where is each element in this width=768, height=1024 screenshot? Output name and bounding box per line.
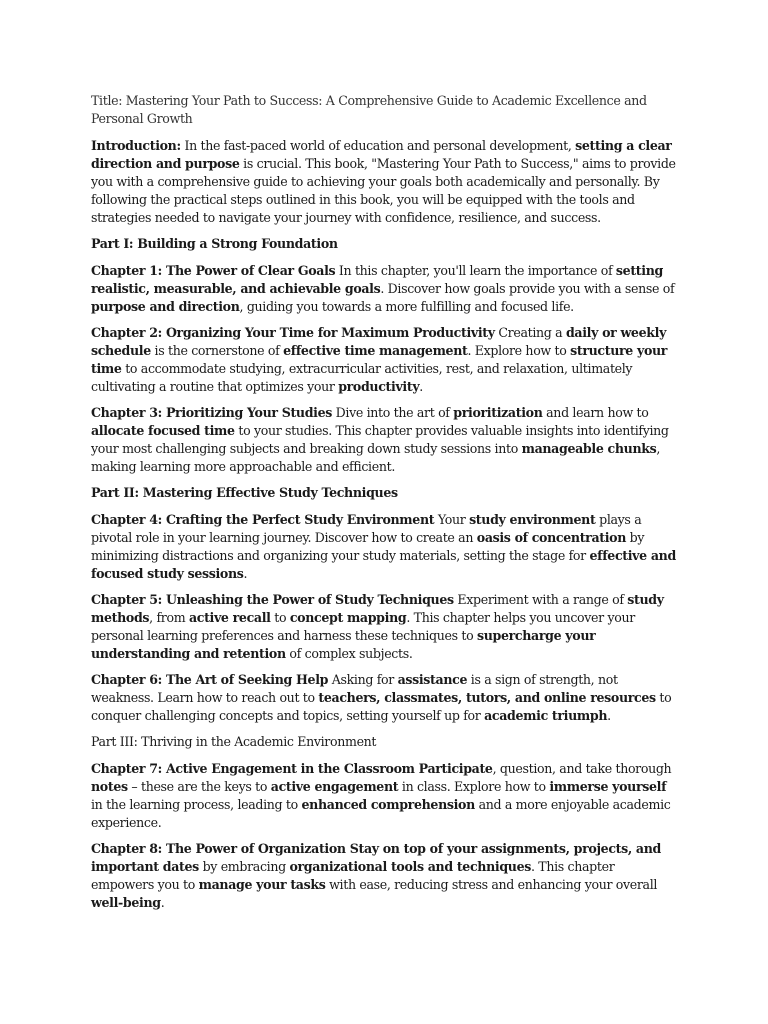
chapter-heading: Chapter 2: Organizing Your Time for Maximum Productivity [91,325,495,340]
emphasis: manage your tasks [198,877,326,892]
part-heading: Part I: Building a Strong Foundation [91,236,338,251]
text-run: , guiding you towards a more fulfilling and focused life. [239,299,574,314]
emphasis: prioritization [453,405,543,420]
text-run: by embracing [198,859,290,874]
chapter-heading: Chapter 7: Active Engagement in the Classroom Participate [91,761,493,776]
text-run: is crucial. This book, "Mastering Your Path to Success," aims to provide you with a comprehensive guide to achieving your goals both academically and personally. By following the practical steps outlined in this book, you will be equipped with the tools and strategies needed to navigate your journey with confidence, resilience, and success. [91,156,676,225]
chapter-heading: Chapter 6: The Art of Seeking Help [91,672,329,687]
emphasis: immerse yourself [549,779,667,794]
text-run: and learn how to [542,405,649,420]
chapter-2-paragraph [91,324,678,396]
emphasis: well-being [91,895,161,910]
chapter-heading: Chapter 8: The Power of Organization Stay on top of your assignments, projects, and important dates [91,841,661,874]
emphasis: allocate focused time [91,423,235,438]
text-run: in class. Explore how to [398,779,550,794]
emphasis: organizational tools and techniques [289,859,531,874]
text-run: – these are the keys to [127,779,271,794]
text-run: . [419,379,423,394]
text-run: . Discover how goals provide you with a sense of [380,281,675,296]
text-run: is the cornerstone of [150,343,284,358]
text-run: plays a pivotal role in your learning journey. Discover how to create an [91,512,642,545]
introduction-paragraph [91,137,678,227]
text-run: Asking for [328,672,398,687]
text-run: , making learning more approachable and efficient. [91,441,661,474]
emphasis: study environment [469,512,596,527]
text-run: Creating a [494,325,566,340]
emphasis: oasis of concentration [476,530,627,545]
text-run: to [270,610,290,625]
emphasis: study methods [91,592,664,625]
text-run: is a sign of strength, not weakness. Learn how to reach out to [91,672,618,705]
emphasis: setting a clear direction and purpose [91,138,672,171]
chapter-5-paragraph [91,591,678,663]
text-run: by minimizing distractions and organizing your study materials, setting the stage for [91,530,645,563]
text-run: Your [434,512,470,527]
emphasis: manageable chunks [521,441,657,456]
chapter-heading: Chapter 3: Prioritizing Your Studies [91,405,333,420]
text-run: . [243,566,248,581]
emphasis: active engagement [270,779,399,794]
text-run: . Explore how to [467,343,571,358]
emphasis: enhanced comprehension [301,797,475,812]
emphasis: assistance [397,672,468,687]
text-run: , from [149,610,189,625]
emphasis: purpose and direction [91,299,240,314]
text-run: Dive into the art of [332,405,454,420]
emphasis: active recall [188,610,271,625]
chapter-8-paragraph [91,840,678,912]
emphasis: notes [91,779,128,794]
emphasis: supercharge your understanding and retention [91,628,596,661]
emphasis: teachers, classmates, tutors, and online resources [318,690,656,705]
part-heading: Part III: Thriving in the Academic Environment [91,734,377,749]
text-run: and a more enjoyable academic experience. [91,797,671,830]
document-title: Title: Mastering Your Path to Success: A Comprehensive Guide to Academic Excellence and Personal Growth [91,93,647,126]
text-run: In this chapter, you'll learn the importance of [335,263,616,278]
emphasis: productivity [338,379,420,394]
text-run: . [160,895,165,910]
emphasis: structure your time [91,343,668,376]
chapter-heading: Chapter 4: Crafting the Perfect Study Environment [91,512,435,527]
text-run: to accommodate studying, extracurricular activities, rest, and relaxation, ultimately cultivating a routine that optimizes your [91,361,633,394]
text-run: to your studies. This chapter provides valuable insights into identifying your most challenging subjects and breaking down study sessions into [91,423,669,456]
text-run: . This chapter helps you uncover your personal learning preferences and harness these techniques to [91,610,635,643]
emphasis: setting realistic, measurable, and achievable goals [91,263,663,296]
chapter-heading: Chapter 1: The Power of Clear Goals [91,263,336,278]
introduction-label: Introduction: [91,138,181,153]
text-run: . This chapter empowers you to [91,859,615,892]
text-run: of complex subjects. [285,646,413,661]
text-run: In the fast-paced world of education and personal development, [180,138,576,153]
chapter-7-paragraph [91,760,678,832]
chapter-6-paragraph [91,671,678,725]
text-run: Experiment with a range of [453,592,628,607]
emphasis: academic triumph [484,708,608,723]
emphasis: effective and focused study sessions [91,548,676,581]
text-run: to conquer challenging concepts and topics, setting yourself up for [91,690,672,723]
part-heading: Part II: Mastering Effective Study Techniques [91,485,398,500]
chapter-heading: Chapter 5: Unleashing the Power of Study Techniques [91,592,454,607]
emphasis: concept mapping [289,610,407,625]
text-run: with ease, reducing stress and enhancing your overall [325,877,658,892]
text-run: in the learning process, leading to [91,797,302,812]
chapter-1-paragraph [91,262,678,316]
text-run: . [607,708,611,723]
emphasis: effective time management [283,343,468,358]
emphasis: daily or weekly schedule [91,325,667,358]
text-run: , question, and take thorough [492,761,672,776]
chapter-3-paragraph [91,404,678,476]
chapter-4-paragraph [91,511,678,583]
